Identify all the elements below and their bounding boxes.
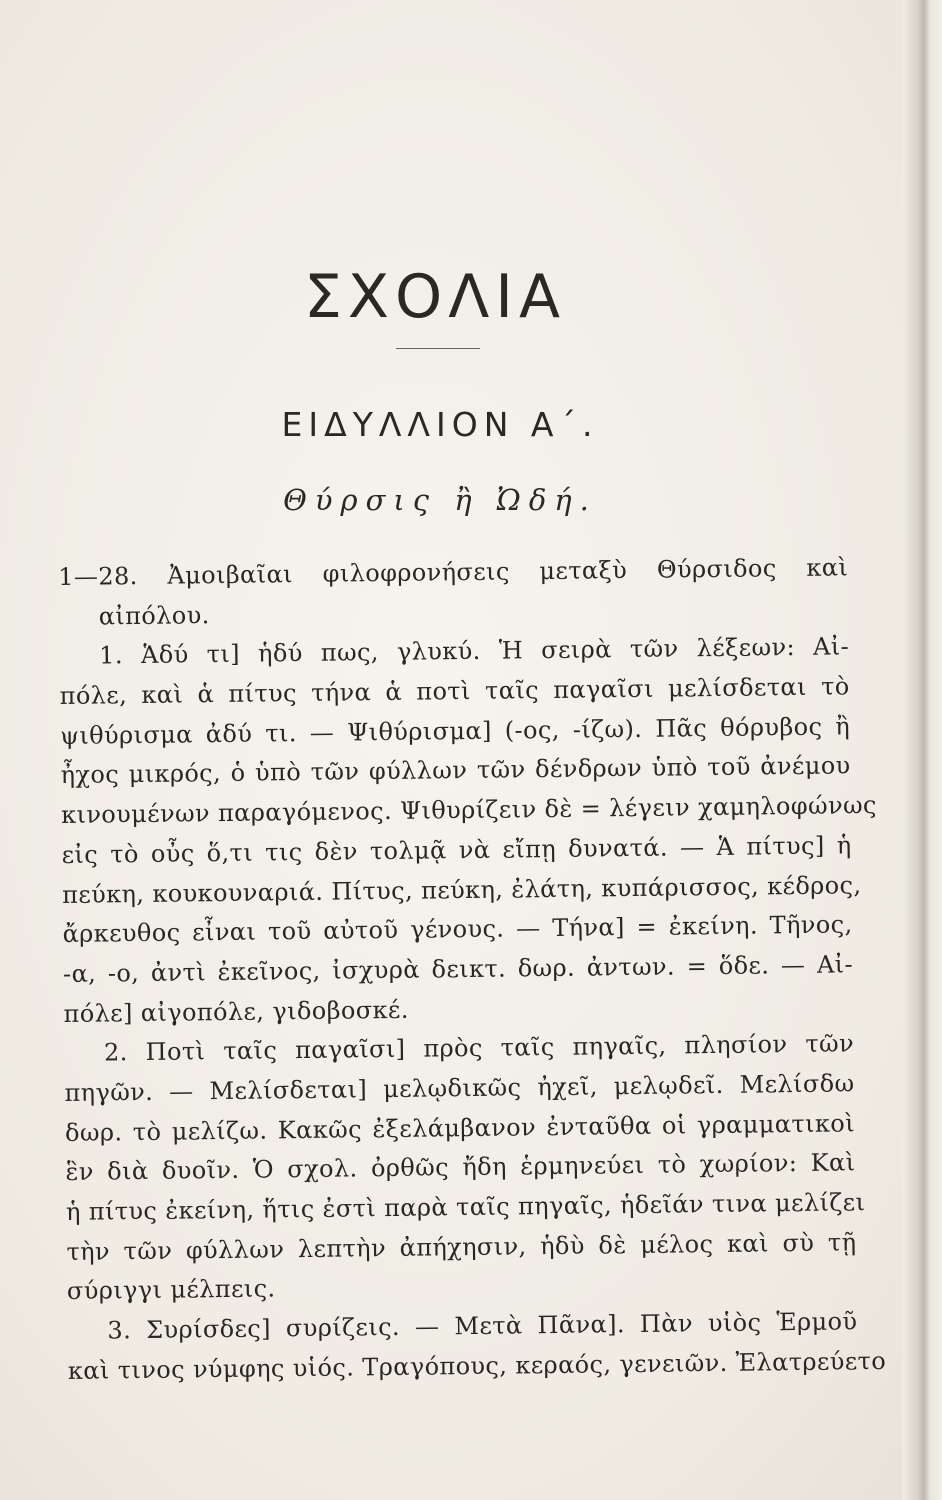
text-line: -α, -ο, ἀντὶ ἐκεῖνος, ἰσχυρὰ δεικτ. δωρ. ἀντων. = ὅδε. — Αἰ-	[62, 950, 854, 988]
text-line: πόλε, καὶ ἁ πίτυς τήνα ἁ ποτὶ ταῖς παγαῖσι μελίσδεται τὸ	[59, 672, 850, 711]
page-binding-edge	[902, 0, 942, 1500]
text-line: σύριγγι μέλπεις.	[66, 1274, 276, 1306]
poem-heading: Θύρσις ἢ Ὠδή.	[283, 483, 597, 517]
text-line: ἄρκευθος εἶναι τοῦ αὐτοῦ γένους. — Τήνα] = ἐκείνη. Τῆνος,	[62, 910, 853, 949]
text-line: πηγῶν. — Μελίσδεται] μελῳδικῶς ἠχεῖ, μελῳδεῖ. Μελίσδω	[64, 1069, 855, 1107]
text-line: πόλε] αἰγοπόλε, γιδοβοσκέ.	[63, 995, 409, 1028]
section-subtitle: ΕΙΔΥΛΛΙΟΝ Α΄.	[281, 405, 599, 444]
commentary-text	[58, 548, 887, 1391]
text-line: 1. Ἁδύ τι] ἡδύ πως, γλυκύ. Ἡ σειρὰ τῶν λέξεων: Αἰ-	[99, 632, 850, 670]
text-line: δωρ. τὸ μελίζω. Κακῶς ἐξελάμβανον ἐνταῦθα οἱ γραμματικοὶ	[64, 1108, 856, 1147]
text-line: ἦχος μικρός, ὁ ὑπὸ τῶν φύλλων τῶν δένδρων ὑπὸ τοῦ ἀνέμου	[60, 751, 851, 790]
text-line: 2. Ποτὶ ταῖς παγαῖσι] πρὸς ταῖς πηγαῖς, πλησίον τῶν	[103, 1029, 855, 1067]
text-line: πεύκη, κουκουναριά. Πίτυς, πεύκη, ἐλάτη, κυπάρισσος, κέδρος,	[61, 870, 862, 909]
page-title: ΣΧΟΛΙΑ	[303, 262, 567, 332]
text-line: τὴν τῶν φύλλων λεπτὴν ἀπήχησιν, ἡδὺ δὲ μέλος καὶ σὺ τῇ	[66, 1227, 857, 1266]
text-line: ψιθύρισμα ἀδύ τι. — Ψιθύρισμα] (-ος, -ίζω). Πᾶς θόρυβος ἢ	[60, 712, 851, 750]
text-line: καὶ τινος νύμφης υἱός. Τραγόπους, κεραός, γενειῶν. Ἐλατρεύετο	[67, 1346, 887, 1385]
text-line: αἰπόλου.	[98, 600, 210, 631]
text-line: 1—28. Ἀμοιβαῖαι φιλοφρονήσεις μεταξὺ Θύρσιδος καὶ	[58, 553, 849, 591]
text-line: ἓν διὰ δυοῖν. Ὁ σχολ. ὀρθῶς ἤδη ἑρμηνεύει τὸ χωρίον: Καὶ	[65, 1148, 856, 1187]
text-line: 3. Συρίσδες] συρίζεις. — Μετὰ Πᾶνα]. Πὰν υἱὸς Ἑρμοῦ	[107, 1307, 858, 1345]
text-line: εἰς τὸ οὖς ὅ,τι τις δὲν τολμᾷ νὰ εἴπῃ δυνατά. — Ἁ πίτυς] ἡ	[61, 831, 852, 869]
title-divider	[396, 348, 480, 349]
text-line: κινουμένων παραγόμενος. Ψιθυρίζειν δὲ = λέγειν χαμηλοφώνως	[60, 791, 877, 830]
text-line: ἡ πίτυς ἐκείνη, ἥτις ἐστὶ παρὰ ταῖς πηγαῖς, ἡδεῖάν τινα μελίζει	[65, 1188, 866, 1226]
